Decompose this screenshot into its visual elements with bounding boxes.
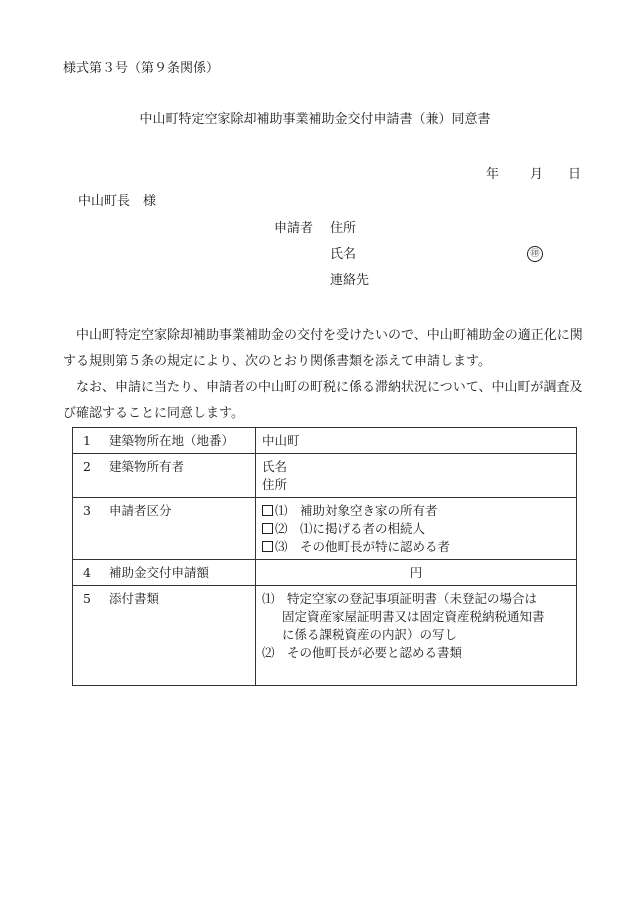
row-label: 補助金交付申請額 [109, 565, 210, 580]
checkbox[interactable] [262, 523, 273, 534]
applicant-category-cell [256, 498, 577, 560]
seal-mark [527, 246, 543, 262]
row-number: 1 [83, 433, 91, 448]
applicant-address-label: 住所 [330, 221, 357, 236]
attachment-item-1: ⑴ 特定空家の登記事項証明書（未登記の場合は 固定資産家屋証明書又は固定資産税納税通知書 に係る課税資産の内訳）の写し [262, 591, 545, 642]
row-label: 添付書類 [109, 591, 160, 606]
row-number: 5 [83, 591, 91, 606]
addressee: 中山町長 様 [78, 194, 157, 209]
category-option-2[interactable]: ⑵ ⑴に掲げる者の相続人 [262, 520, 570, 538]
owner-cell[interactable] [256, 454, 577, 498]
table-row [73, 454, 577, 498]
date-day: 日 [568, 167, 582, 182]
row-number: 3 [83, 503, 91, 518]
attachments-cell [256, 586, 577, 686]
row-number: 2 [83, 459, 91, 474]
category-option-1[interactable]: ⑴ 補助対象空き家の所有者 [262, 502, 570, 520]
date-month: 月 [530, 167, 544, 182]
page-title: 中山町特定空家除却補助事業補助金交付申請書（兼）同意書 [139, 112, 491, 127]
table-row [73, 560, 577, 586]
owner-name-label: 氏名 [262, 459, 288, 474]
yen-unit: 円 [409, 565, 423, 580]
checkbox[interactable] [262, 505, 273, 516]
applicant-label: 申請者 [274, 221, 314, 236]
category-option-3[interactable]: ⑶ その他町長が特に認める者 [262, 538, 570, 556]
attachment-item-2: ⑵ その他町長が必要と認める書類 [262, 645, 463, 660]
amount-cell[interactable] [256, 560, 577, 586]
owner-address-label: 住所 [262, 477, 288, 492]
body-paragraph-1: 中山町特定空家除却補助事業補助金の交付を受けたいので、中山町補助金の適正化に関する規則第５条の規定により、次のとおり関係書類を添えて申請します。 [63, 328, 583, 369]
date-year: 年 [486, 167, 500, 182]
applicant-contact-label: 連絡先 [330, 273, 370, 288]
table-row [73, 586, 577, 686]
row-label: 申請者区分 [109, 503, 172, 518]
row-label: 建築物所有者 [109, 459, 185, 474]
form-number: 様式第３号（第９条関係） [63, 61, 220, 76]
checkbox[interactable] [262, 541, 273, 552]
table-row [73, 498, 577, 560]
seal-icon: ㊞ [527, 246, 543, 262]
applicant-name-label: 氏名 [330, 247, 357, 262]
body-paragraph-2: なお、申請に当たり、申請者の中山町の町税に係る滞納状況について、中山町が調査及び確認することに同意します。 [63, 380, 583, 421]
row-number: 4 [83, 565, 91, 580]
application-table [72, 427, 577, 686]
row-label: 建築物所在地（地番） [109, 433, 235, 448]
table-row [73, 428, 577, 454]
location-cell[interactable]: 中山町 [256, 428, 577, 454]
